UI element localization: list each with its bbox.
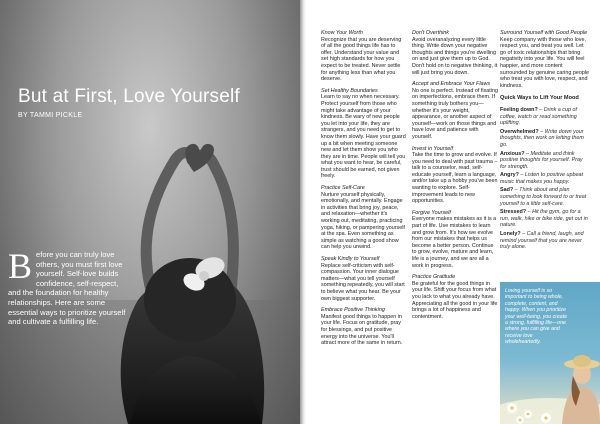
tip-text: – Think about and plan something to look forward to or treat yourself to a little self-care. [500, 187, 587, 207]
section-body: Take the time to grow and evolve. If you need to deal with past trauma – talk to a counselor, read, self-educate yourself, learn a language, and/or take up a hobby you've been wanting to explore. Self-improvement leads to new opportunities. [412, 152, 498, 205]
tip-text: – Meditate and think positive thoughts for yourself. Pray for strength. [500, 150, 583, 170]
section-body: Replace self-criticism with self-compassion. Your inner dialogue matters—what you tell yourself something repeatedly, you will start to believe what you hear. Be your own biggest supporter. [321, 262, 405, 302]
drop-cap: B [8, 246, 33, 286]
article-title: But at First, Love Yourself [18, 86, 240, 107]
tip-label: Feeling down? [500, 106, 538, 113]
section-positive-thinking [321, 307, 407, 347]
section-flaws [412, 81, 498, 140]
tip-label: Angry? [500, 172, 519, 179]
callout-text: Loving yourself is so important to being whole, complete, content, and happy. When you prioritize your well-being, you create a strong, fulfilling life—one where you can give and receive love wholeheartedly. [505, 288, 567, 346]
section-body: Recognize that you are deserving of all the good things life has to offer. Understand your value and set high standards for how you expect to be treated. Never settle for anything less than what you deserve. [321, 36, 402, 83]
section-body: Be grateful for the good things in your life. Shift your focus from what you lack to what you already have. Appreciating all the good in your life brings a lot of happiness and contentment. [412, 280, 498, 320]
mood-tip [500, 107, 590, 127]
section-heading: Accept and Embrace Your Flaws [412, 81, 491, 88]
tip-text: – Drink a cup of coffee, watch or read something uplifting. [500, 106, 577, 127]
section-heading: Embrace Positive Thinking [321, 307, 385, 314]
section-heading: Know Your Worth [321, 30, 363, 36]
mood-tip [500, 151, 590, 171]
section-heading: Speak Kindly to Yourself [321, 256, 380, 262]
section-speak-kindly [321, 256, 407, 302]
section-dont-overthink [412, 30, 498, 76]
mood-tip [500, 129, 590, 149]
mood-heading: Quick Ways to Lift Your Mood [500, 95, 579, 102]
section-heading: Practice Self-Care [321, 185, 365, 192]
intro-paragraph [8, 246, 126, 327]
section-good-people [500, 30, 590, 89]
tip-label: Anxious? [500, 150, 525, 157]
section-body: Avoid overanalyzing every little thing. Write down your negative thoughts and things you're dwelling on and just give them up to God. Don't hold on to negative thinking, it will just bring you down. [412, 36, 498, 76]
tip-label: Sad? [500, 187, 514, 194]
mood-tip [500, 209, 590, 229]
section-boundaries [321, 88, 407, 180]
section-body: Learn to say no when necessary. Protect yourself from those who might take advantage of your kindness. Be wary of new people you let into your life, they are strangers, and you need to get to know them slowly. Have your guard up a bit when meeting someone new and let them show you who they are in time. People will tell you what you want to hear, be careful, trust should be earned, not given freely. [321, 94, 406, 180]
callout-box [500, 282, 600, 424]
section-body: Keep company with those who love, respect you, and treat you well. Let go of toxic relationships that bring negativity into your life. You will feel happier, and more content surrounded by genuine caring people who treat you with love, respect, and kindness. [500, 36, 590, 89]
section-heading: Surround Yourself with Good People [500, 30, 588, 36]
tip-label: Stressed? [500, 209, 527, 216]
mood-tip [500, 231, 590, 251]
text-column-2 [412, 30, 498, 325]
section-self-care [321, 185, 407, 251]
mood-tip [500, 172, 590, 185]
section-know-your-worth [321, 30, 407, 83]
tip-text: – Listen to positive upbeat music that makes you happy. [500, 172, 584, 185]
section-invest [412, 146, 498, 205]
text-column-3 [500, 30, 590, 253]
section-body: Everyone makes mistakes as it is a part of life. Use mistakes to learn and grow from. It's how we evolve from our mistakes that helps us become a better person. Continue to grow, evolve, mature and learn, life is a journey, and we are all a work in progress. [412, 216, 497, 269]
page-gutter [300, 0, 306, 424]
tip-text: – Call a friend, laugh, and remind yourself that you are never truly alone. [500, 231, 584, 251]
section-heading: Invest in Yourself [412, 145, 453, 152]
text-column-1 [321, 30, 407, 352]
tip-text: – Hit the gym, go for a run, walk, hike or bike ride, get out in nature. [500, 209, 588, 229]
section-body: Nurture yourself physically, emotionally, and mentally. Engage in activities that bring joy, peace, and relaxation—whether it's working out, meditating, practicing yoga, hiking, or pampering yourself at the spa. Even something as simple as watching a good show can help you unwind. [321, 191, 405, 251]
section-body: Manifest good things to happen in your life. Focus on gratitude, pray for blessings, and put positive energy into the universe. You'll attract more of the same in return. [321, 313, 403, 347]
author-byline: BY TAMMI PICKLE [18, 112, 83, 119]
section-body: No one is perfect. Instead of fixating on imperfections, embrace them. If something truly bothers you—whether it's your weight, appearance, or another aspect of yourself—work on those things and have love and patience with yourself. [412, 87, 499, 140]
intro-text: efore you can truly love others, you must first love yourself. Self-love builds confidence, self-respect, and the foundation for healthy relationships. Here are some essential ways to prioritize yourself and cultivate a fulfilling life. [8, 250, 126, 327]
section-heading: Practice Gratitude [412, 274, 456, 281]
section-gratitude [412, 274, 498, 320]
section-heading: Don't Overthink [412, 30, 449, 36]
section-heading: Set Healthy Boundaries [321, 87, 378, 94]
section-forgive [412, 210, 498, 269]
mood-tip [500, 187, 590, 207]
tip-label: Overwhelmed? [500, 128, 539, 135]
section-heading: Forgive Yourself [412, 209, 451, 216]
tip-label: Lonely? [500, 231, 521, 238]
tip-text: – Write down your thoughts, then work on letting them go. [500, 128, 584, 148]
